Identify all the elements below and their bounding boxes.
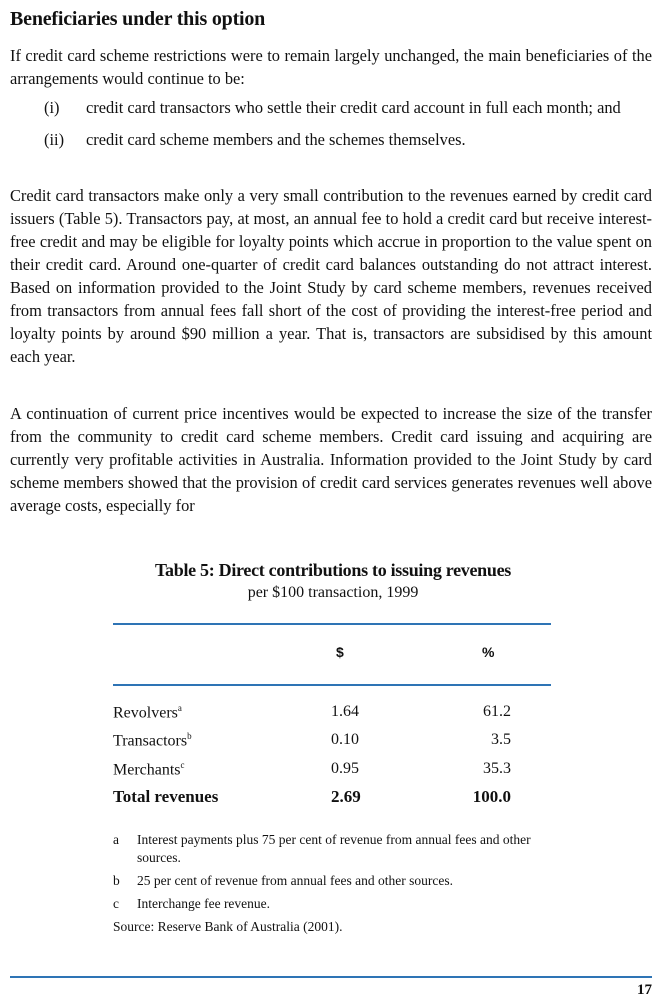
list-text: credit card transactors who settle their credit card account in full each month; and <box>86 98 621 117</box>
table-note <box>113 831 563 867</box>
list-marker: (ii) <box>44 130 65 149</box>
row-dollar-value: 0.95 <box>331 760 359 777</box>
row-percent-value: 61.2 <box>483 703 511 720</box>
table-row <box>113 703 551 727</box>
table-header-rule <box>113 684 551 686</box>
paragraph-transactors: Credit card transactors make only a very small contribution to the revenues earned by credit card issuers (Table 5). Transactors pay, at most, an annual fee to hold a credit card but receive interest-free credit and may be eligible for loyalty points which accrue in proportion to the value spent on their credit card. Around one-quarter of credit card balances outstanding do not attract interest. Based on information provided to the Joint Study by card scheme members, revenues received from transactors from annual fees fall short of the cost of providing the interest-free period and loyalty points by around $90 million a year. That is, transactors are subsidised by this amount each year. <box>10 186 652 366</box>
footnote-marker: c <box>180 760 185 770</box>
row-label: Revolvers$^a$ <box>113 703 182 722</box>
table-row <box>113 731 551 755</box>
row-dollar-value: 1.64 <box>331 703 359 720</box>
table-row <box>113 760 551 784</box>
list-item <box>44 128 652 151</box>
paragraph-continuation: A continuation of current price incentives would be expected to increase the size of the transfer from the community to credit card scheme members. Credit card issuing and acquiring are currently very profitable activities in Australia. Information provided to the Joint Study by card scheme members showed that the provision of credit card services generates revenues well above average costs, especially for <box>10 404 652 515</box>
paragraph-intro: If credit card scheme restrictions were to remain largely unchanged, the main beneficiaries of the arrangements would continue to be: <box>10 46 652 88</box>
total-percent-value: 100.0 <box>472 787 511 806</box>
footnote-marker: a <box>177 703 182 713</box>
note-key: a <box>113 832 119 847</box>
table-top-rule <box>113 623 551 625</box>
list-item <box>44 96 652 119</box>
table-notes <box>113 831 563 936</box>
note-text: Interest payments plus 75 per cent of revenue from annual fees and other sources. <box>137 832 531 865</box>
total-dollar-value: 2.69 <box>331 787 361 806</box>
row-label: Merchants$^c$ <box>113 760 185 779</box>
total-label: Total revenues <box>113 787 219 806</box>
table-note <box>113 872 563 890</box>
note-key: c <box>113 896 119 911</box>
note-text: 25 per cent of revenue from annual fees and other sources. <box>137 873 453 888</box>
page-number: 17 <box>637 982 652 998</box>
note-key: b <box>113 873 120 888</box>
column-header-dollar: $ <box>336 644 344 660</box>
table-title: Table 5: Direct contributions to issuing revenues <box>155 560 511 580</box>
row-percent-value: 35.3 <box>483 760 511 777</box>
list-marker: (i) <box>44 98 60 117</box>
column-header-percent: % <box>482 644 495 660</box>
table-subtitle: per $100 transaction, 1999 <box>247 584 419 601</box>
beneficiaries-list <box>44 96 652 160</box>
footer-rule <box>10 976 652 978</box>
note-text: Interchange fee revenue. <box>137 896 271 911</box>
row-percent-value: 3.5 <box>491 731 511 748</box>
row-dollar-value: 0.10 <box>331 731 359 748</box>
footnote-marker: b <box>187 731 192 741</box>
table-source: Source: Reserve Bank of Australia (2001). <box>113 919 343 934</box>
list-text: credit card scheme members and the schemes themselves. <box>86 130 466 149</box>
table-note <box>113 895 563 913</box>
section-heading: Beneficiaries under this option <box>10 8 266 30</box>
table-total-row <box>113 787 551 811</box>
row-label: Transactors$^b$ <box>113 731 192 750</box>
